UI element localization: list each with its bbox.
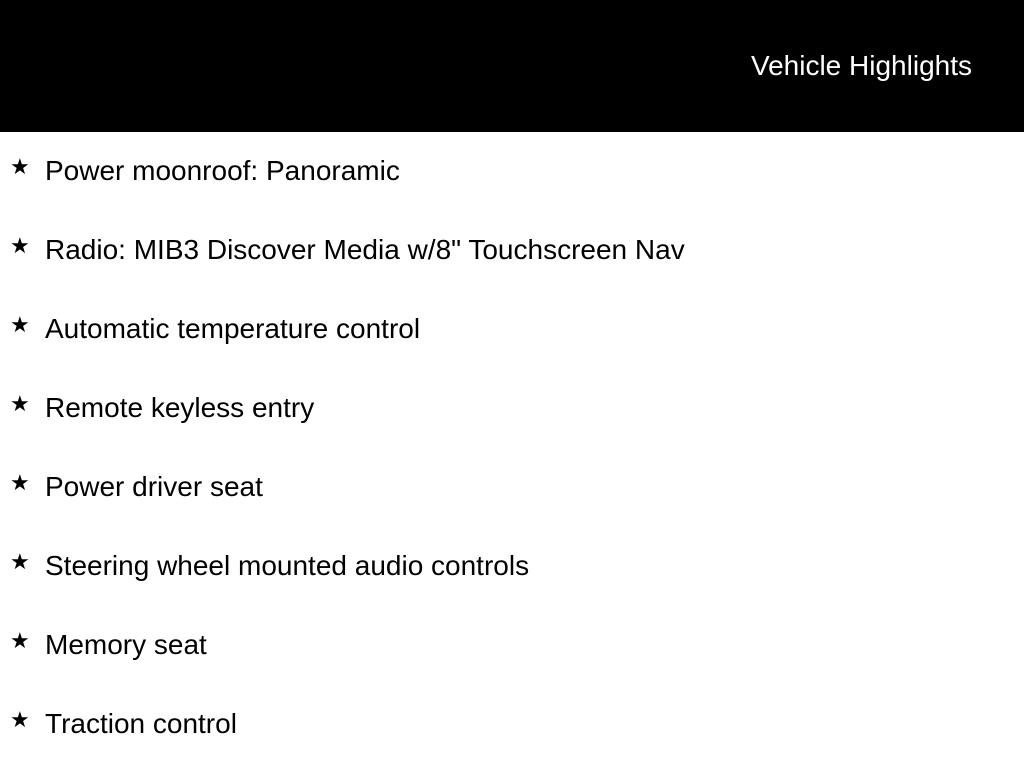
highlight-label: Remote keyless entry bbox=[45, 392, 315, 423]
list-item bbox=[0, 132, 1024, 211]
star-icon: ★ bbox=[10, 629, 30, 654]
list-item bbox=[0, 685, 1024, 764]
list-item bbox=[0, 290, 1024, 369]
star-icon: ★ bbox=[10, 708, 30, 733]
highlight-label: Power moonroof: Panoramic bbox=[45, 155, 400, 186]
star-icon: ★ bbox=[10, 471, 30, 496]
highlight-label: Radio: MIB3 Discover Media w/8" Touchscreen Nav bbox=[45, 234, 685, 265]
list-item bbox=[0, 606, 1024, 685]
list-item bbox=[0, 211, 1024, 290]
star-icon: ★ bbox=[10, 313, 30, 338]
list-item bbox=[0, 369, 1024, 448]
list-item bbox=[0, 527, 1024, 606]
highlight-label: Steering wheel mounted audio controls bbox=[45, 550, 530, 581]
header-banner bbox=[0, 0, 1024, 132]
highlights-list bbox=[0, 132, 1024, 764]
list-item bbox=[0, 448, 1024, 527]
highlight-label: Memory seat bbox=[45, 629, 207, 660]
highlight-label: Power driver seat bbox=[45, 471, 263, 502]
star-icon: ★ bbox=[10, 550, 30, 575]
highlight-label: Traction control bbox=[45, 708, 237, 739]
star-icon: ★ bbox=[10, 234, 30, 259]
page-title: Vehicle Highlights bbox=[750, 50, 972, 81]
star-icon: ★ bbox=[10, 155, 30, 180]
star-icon: ★ bbox=[10, 392, 30, 417]
highlight-label: Automatic temperature control bbox=[45, 313, 421, 344]
